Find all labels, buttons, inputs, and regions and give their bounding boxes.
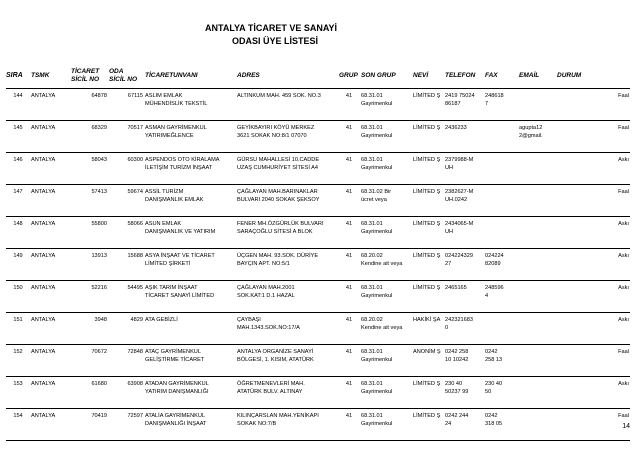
cell-oda-sicil: 67115 [108, 89, 144, 121]
cell-tsmk: ANTALYA [30, 185, 70, 217]
cell-adres: ÖĞRETMENEVLERİ MAH. ATATÜRK BULV. ALTINAY [236, 377, 338, 409]
cell-tsmk: ANTALYA [30, 153, 70, 185]
cell-durum: Askı [556, 217, 630, 249]
cell-unvan: ATAÇ GAYRİMENKUL GELİŞTİRME TİCARET [144, 345, 236, 377]
cell-adres: GEYİKBAYIRI KÖYÜ MERKEZ 3621 SOKAK NO:8/1 07070 [236, 121, 338, 153]
cell-email [518, 377, 556, 409]
cell-email [518, 281, 556, 313]
cell-ticaret-sicil: 13913 [70, 249, 108, 281]
col-email: EMAİL [518, 64, 556, 89]
cell-son-grup: 68.31.01 Gayrimenkul [360, 153, 412, 185]
cell-sira: 147 [6, 185, 30, 217]
cell-tsmk: ANTALYA [30, 217, 70, 249]
cell-nevi: LİMİTED Ş [412, 89, 444, 121]
cell-sira: 154 [6, 409, 30, 441]
cell-tsmk: ANTALYA [30, 121, 70, 153]
cell-unvan: ASYA İNŞAAT VE TİCARET LİMİTED ŞİRKETİ [144, 249, 236, 281]
cell-nevi: LİMİTED Ş [412, 409, 444, 441]
cell-oda-sicil: 59674 [108, 185, 144, 217]
cell-email [518, 185, 556, 217]
cell-ticaret-sicil: 61680 [70, 377, 108, 409]
cell-nevi: HAKİKİ ŞA [412, 313, 444, 345]
cell-son-grup: 68.31.01 Gayrimenkul [360, 121, 412, 153]
cell-sira: 145 [6, 121, 30, 153]
cell-email [518, 345, 556, 377]
cell-tsmk: ANTALYA [30, 313, 70, 345]
cell-telefon: 2382627-M UH.0242 [444, 185, 484, 217]
cell-son-grup: 68.31.01 Gayrimenkul [360, 345, 412, 377]
cell-oda-sicil: 63908 [108, 377, 144, 409]
cell-fax [484, 121, 518, 153]
cell-fax: 248596 4 [484, 281, 518, 313]
col-grup: GRUP [338, 64, 360, 89]
cell-ticaret-sicil: 57413 [70, 185, 108, 217]
cell-son-grup: 68.31.01 Gayrimenkul [360, 281, 412, 313]
cell-tsmk: ANTALYA [30, 409, 70, 441]
table-row [6, 249, 630, 281]
cell-fax: 230 40 50 [484, 377, 518, 409]
cell-telefon: 024224329 27 [444, 249, 484, 281]
cell-email: agupta12 2@gmail. [518, 121, 556, 153]
col-nevi: NEVİ [412, 64, 444, 89]
cell-grup: 41 [338, 313, 360, 345]
table-row [6, 377, 630, 409]
cell-grup: 41 [338, 249, 360, 281]
cell-durum: Faal [556, 121, 630, 153]
cell-sira: 149 [6, 249, 30, 281]
cell-telefon: 2419 75024 86187 [444, 89, 484, 121]
cell-durum: Askı [556, 153, 630, 185]
cell-tsmk: ANTALYA [30, 377, 70, 409]
cell-ticaret-sicil: 64878 [70, 89, 108, 121]
cell-durum: Askı [556, 377, 630, 409]
cell-fax [484, 185, 518, 217]
cell-nevi: LİMİTED Ş [412, 185, 444, 217]
cell-telefon: 2436233 [444, 121, 484, 153]
cell-oda-sicil: 4829 [108, 313, 144, 345]
cell-grup: 41 [338, 153, 360, 185]
cell-sira: 150 [6, 281, 30, 313]
cell-telefon: 242321683 0 [444, 313, 484, 345]
table-row [6, 121, 630, 153]
cell-ticaret-sicil: 58043 [70, 153, 108, 185]
cell-durum: Faal [556, 409, 630, 441]
cell-adres: ÜÇGEN MAH. 93.SOK. DÜRİYE BAYÇIN APT. NO:5/1 [236, 249, 338, 281]
col-tsmk: TSMK [30, 64, 70, 89]
cell-telefon: 230 40 50237 99 [444, 377, 484, 409]
table-row [6, 89, 630, 121]
cell-telefon: 0242 258 10 10242 [444, 345, 484, 377]
cell-tsmk: ANTALYA [30, 249, 70, 281]
cell-durum: Askı [556, 313, 630, 345]
cell-adres: KILINÇARSLAN MAH.YENİKAPI SOKAK NO:7/B [236, 409, 338, 441]
cell-unvan: ATADAN GAYRİMENKUL YATIRIM DANIŞMANLIĞI [144, 377, 236, 409]
table-row [6, 345, 630, 377]
cell-oda-sicil: 60300 [108, 153, 144, 185]
col-adres: ADRES [236, 64, 338, 89]
cell-oda-sicil: 15688 [108, 249, 144, 281]
cell-adres: ÇAĞLAYAN MAH.2001 SOK.KAT:1 D.1 HAZAL [236, 281, 338, 313]
col-sira: SIRA [6, 64, 30, 89]
cell-nevi: LİMİTED Ş [412, 281, 444, 313]
table-row [6, 185, 630, 217]
cell-grup: 41 [338, 185, 360, 217]
document-title: ANTALYA TİCARET VE SANAYİ [204, 23, 338, 33]
cell-durum: Askı [556, 281, 630, 313]
cell-email [518, 217, 556, 249]
table-row [6, 153, 630, 185]
cell-nevi: LİMİTED Ş [412, 217, 444, 249]
cell-nevi: LİMİTED Ş [412, 249, 444, 281]
cell-grup: 41 [338, 345, 360, 377]
cell-ticaret-sicil: 52216 [70, 281, 108, 313]
cell-son-grup: 68.31.01 Gayrimenkul [360, 377, 412, 409]
cell-fax [484, 313, 518, 345]
cell-email [518, 313, 556, 345]
table-row [6, 313, 630, 345]
cell-unvan: ASSİL TURİZM DANIŞMANLIK EMLAK [144, 185, 236, 217]
cell-telefon: 2379988-M UH [444, 153, 484, 185]
cell-sira: 148 [6, 217, 30, 249]
cell-sira: 152 [6, 345, 30, 377]
col-durum: DURUM [556, 64, 630, 89]
cell-durum: Faal [556, 89, 630, 121]
cell-telefon: 2465165 [444, 281, 484, 313]
cell-unvan: ASPENDOS OTO KİRALAMA İLETİŞİM TURİZM İNŞAAT [144, 153, 236, 185]
cell-nevi: LİMİTED Ş [412, 153, 444, 185]
cell-fax [484, 153, 518, 185]
cell-grup: 41 [338, 121, 360, 153]
cell-son-grup: 68.31.02 Bir ücret veya [360, 185, 412, 217]
cell-sira: 151 [6, 313, 30, 345]
cell-oda-sicil: 72848 [108, 345, 144, 377]
cell-ticaret-sicil: 70419 [70, 409, 108, 441]
cell-tsmk: ANTALYA [30, 89, 70, 121]
member-table [6, 64, 630, 441]
cell-unvan: AŞIK TARIM İNŞAAT TİCARET SANAYİ LİMİTED [144, 281, 236, 313]
cell-telefon: 2434065-M UH [444, 217, 484, 249]
page-number: 14 [622, 423, 630, 430]
table-row [6, 217, 630, 249]
cell-oda-sicil: 58066 [108, 217, 144, 249]
cell-durum: Faal [556, 185, 630, 217]
cell-unvan: ATALİA GAYRİMENKUL DANIŞMANLIĞI İNŞAAT [144, 409, 236, 441]
cell-sira: 153 [6, 377, 30, 409]
cell-grup: 41 [338, 377, 360, 409]
cell-tsmk: ANTALYA [30, 345, 70, 377]
table-header [6, 64, 630, 89]
col-oda-sicil: ODA SİCİL NO [108, 64, 144, 89]
cell-unvan: ASUN EMLAK DANIŞMANLIK VE YATIRIM [144, 217, 236, 249]
cell-adres: ÇAYBAŞI MAH.1343.SOK.NO:17/A [236, 313, 338, 345]
table-row [6, 409, 630, 441]
cell-son-grup: 68.31.01 Gayrimenkul [360, 409, 412, 441]
cell-email [518, 153, 556, 185]
cell-adres: FENER MH.ÖZGÜRLÜK BULVARI SARAÇOĞLU SİTESİ A BLOK [236, 217, 338, 249]
cell-nevi: ANONİM Ş [412, 345, 444, 377]
cell-adres: GÜRSU MAHALLESİ 10.CADDE UZAŞ CUMHURİYET SİTESİ A4 [236, 153, 338, 185]
cell-fax: 024224 82089 [484, 249, 518, 281]
cell-nevi: LİMİTED Ş [412, 377, 444, 409]
cell-grup: 41 [338, 89, 360, 121]
cell-oda-sicil: 54495 [108, 281, 144, 313]
col-fax: FAX [484, 64, 518, 89]
col-son-grup: SON GRUP [360, 64, 412, 89]
cell-sira: 146 [6, 153, 30, 185]
cell-son-grup: 68.31.01 Gayrimenkul [360, 89, 412, 121]
cell-adres: ÇAĞLAYAN MAH.BARINAKLAR BULVARI 2040 SOKAK ŞEKSOY [236, 185, 338, 217]
table-row [6, 281, 630, 313]
cell-oda-sicil: 70517 [108, 121, 144, 153]
cell-unvan: ASMAN GAYRİMENKUL YATIRIMEĞLENCE [144, 121, 236, 153]
col-unvan: TİCARETUNVANI [144, 64, 236, 89]
cell-fax: 0242 258 13 [484, 345, 518, 377]
cell-oda-sicil: 72597 [108, 409, 144, 441]
cell-son-grup: 68.20.02 Kendine ait veya [360, 249, 412, 281]
cell-ticaret-sicil: 68329 [70, 121, 108, 153]
cell-email [518, 409, 556, 441]
cell-durum: Askı [556, 249, 630, 281]
cell-telefon: 0242 244 24 [444, 409, 484, 441]
cell-adres: ANTALYA ORGANİZE SANAYİ BÖLGESİ, 1. KISIM, ATATÜRK [236, 345, 338, 377]
cell-durum: Faal [556, 345, 630, 377]
col-telefon: TELEFON [444, 64, 484, 89]
cell-tsmk: ANTALYA [30, 281, 70, 313]
cell-unvan: ATA GEBİZLİ [144, 313, 236, 345]
cell-fax [484, 217, 518, 249]
cell-sira: 144 [6, 89, 30, 121]
cell-unvan: ASLIM EMLAK MÜHENDİSLİK TEKSTİL [144, 89, 236, 121]
table-body [6, 89, 630, 441]
cell-ticaret-sicil: 55800 [70, 217, 108, 249]
cell-grup: 41 [338, 217, 360, 249]
cell-email [518, 249, 556, 281]
cell-adres: ALTINKUM MAH. 459 SOK. NO.3 [236, 89, 338, 121]
col-ticaret-sicil: TİCARET SİCİL NO [70, 64, 108, 89]
cell-fax: 248618 7 [484, 89, 518, 121]
cell-son-grup: 68.20.02 Kendine ait veya [360, 313, 412, 345]
cell-ticaret-sicil: 3948 [70, 313, 108, 345]
document-subtitle: ODASI ÜYE LİSTESİ [231, 36, 318, 46]
cell-son-grup: 68.31.01 Gayrimenkul [360, 217, 412, 249]
cell-grup: 41 [338, 409, 360, 441]
cell-fax: 0242 318 05 [484, 409, 518, 441]
cell-grup: 41 [338, 281, 360, 313]
cell-email [518, 89, 556, 121]
cell-nevi: LİMİTED Ş [412, 121, 444, 153]
cell-ticaret-sicil: 70672 [70, 345, 108, 377]
